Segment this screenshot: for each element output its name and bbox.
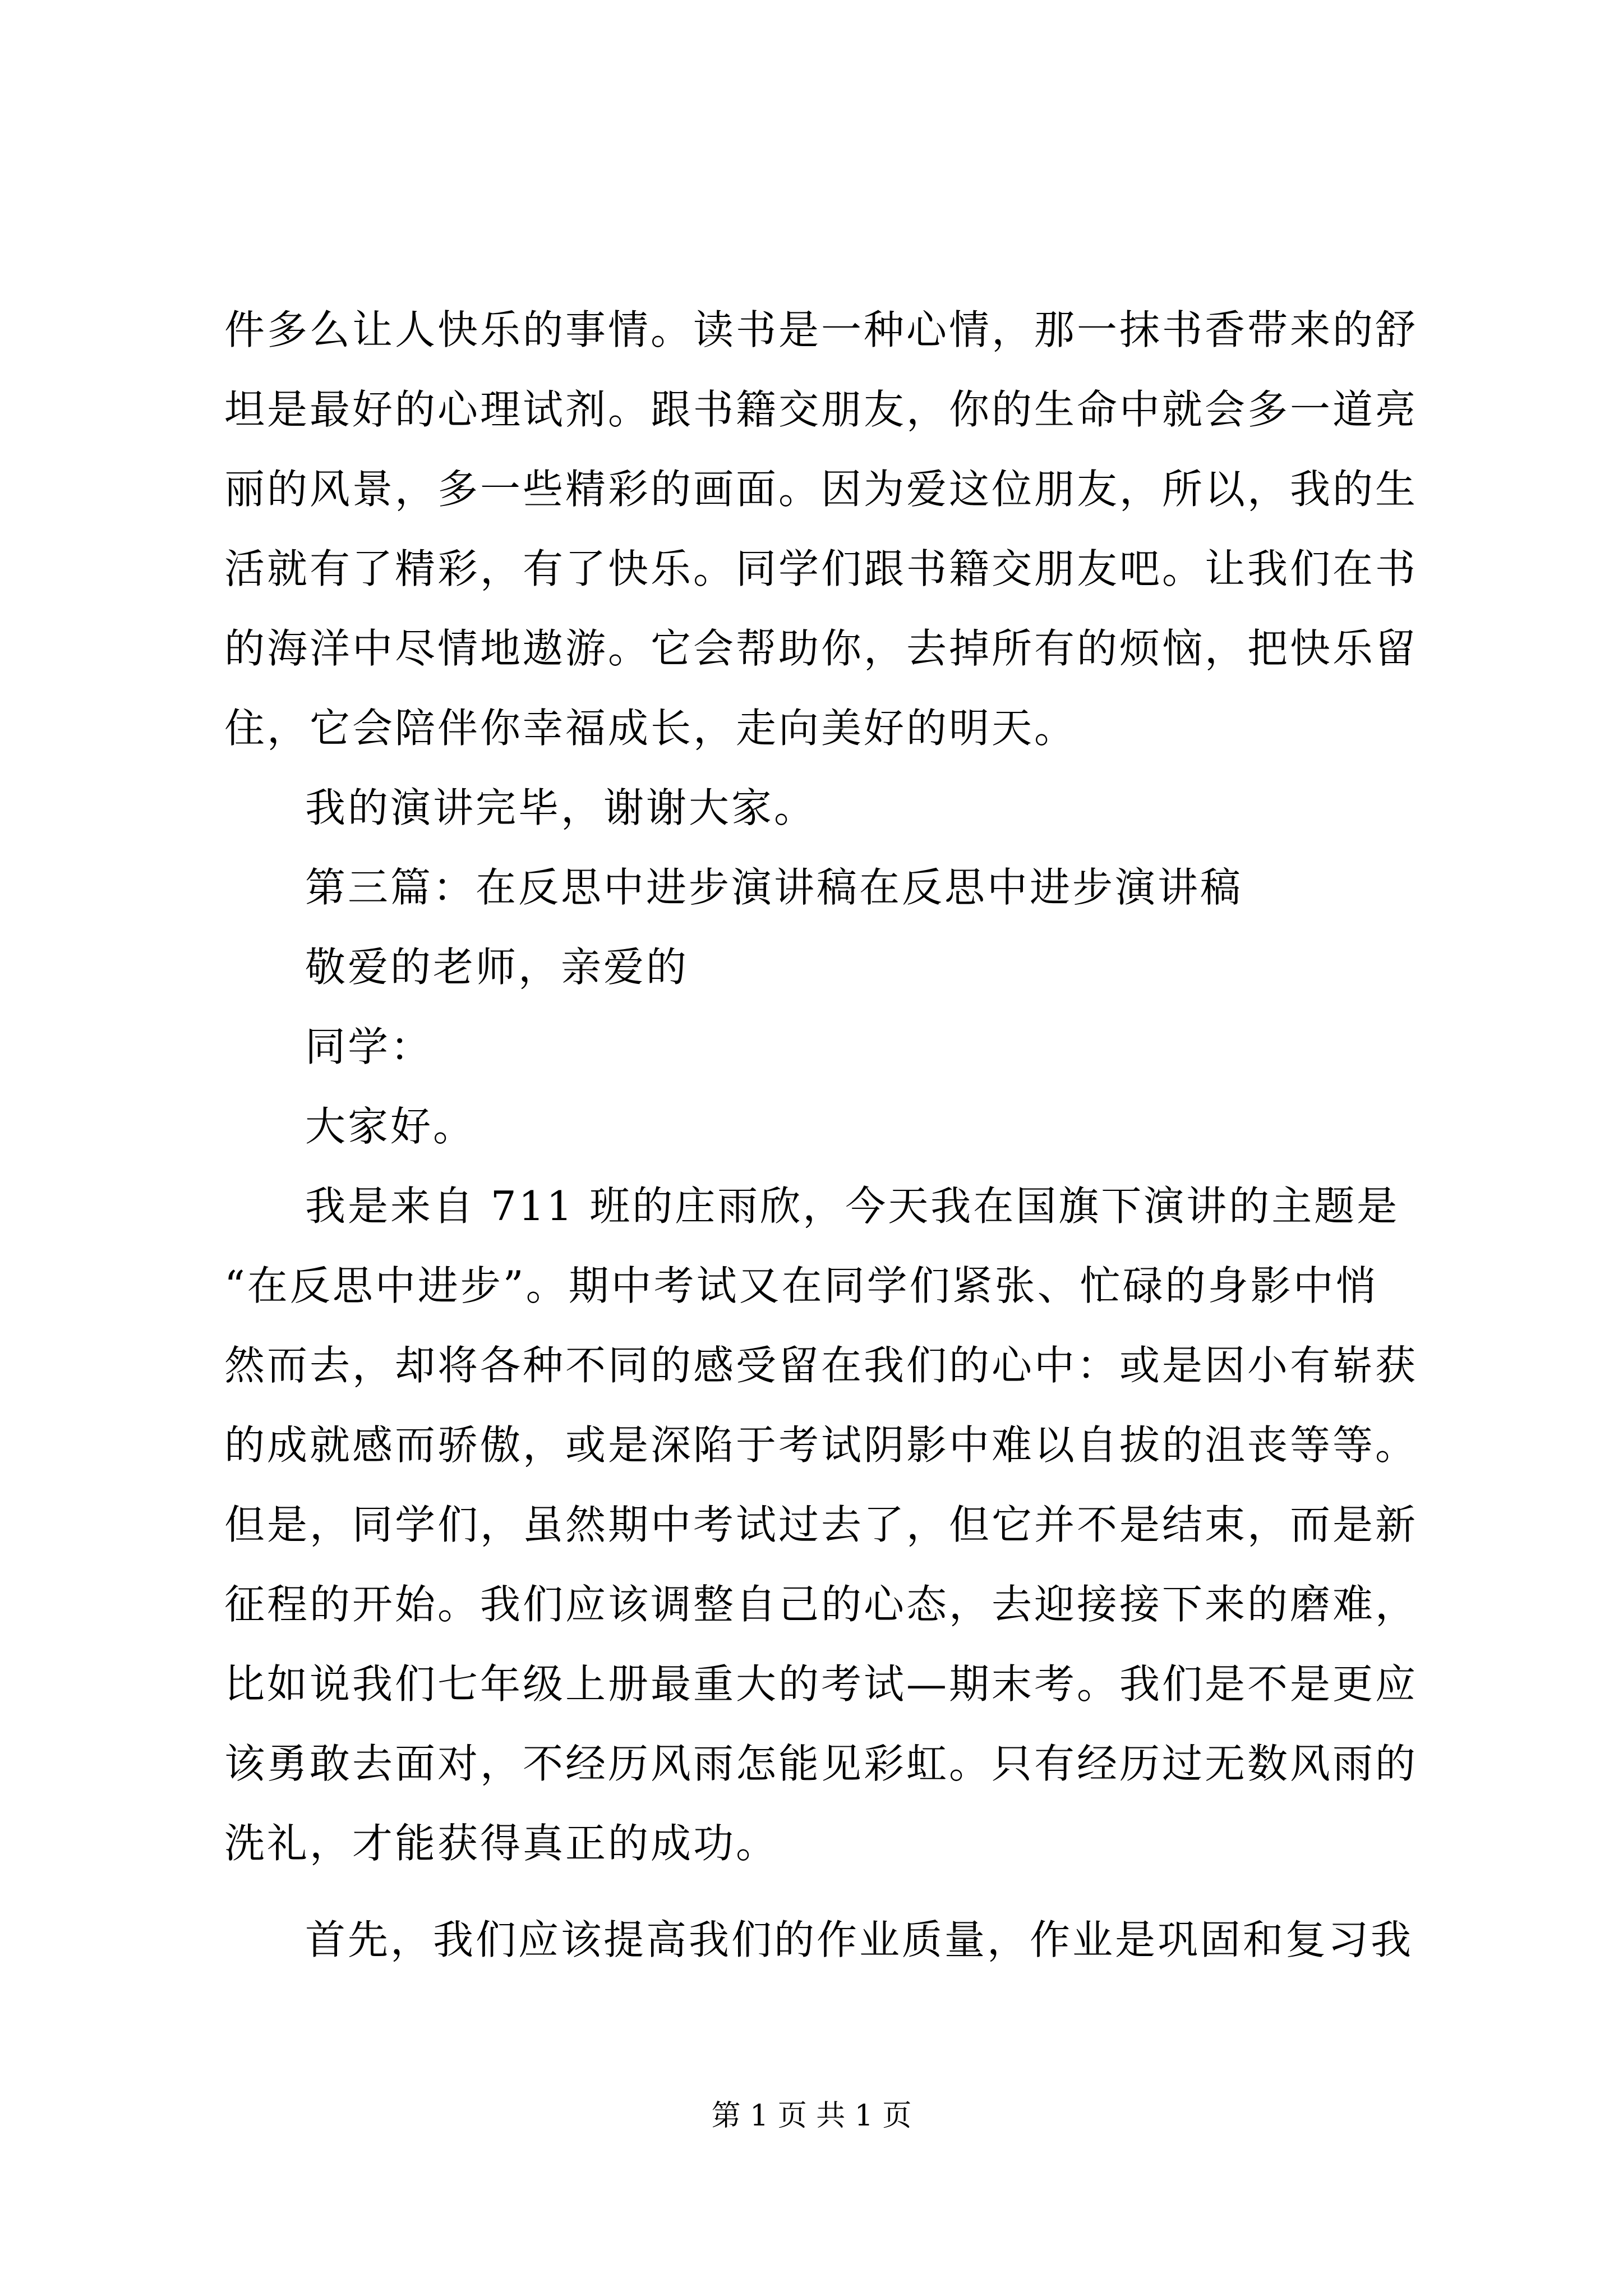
text-line: 首先，我们应该提高我们的作业质量，作业是巩固和复习我 [305,1916,1414,1963]
text-line: 但是，同学们，虽然期中考试过去了，但它并不是结束，而是新 [224,1501,1418,1548]
text-line: “在反思中进步”。期中考试又在同学们紧张、忙碌的身影中悄 [224,1262,1378,1309]
text-line: 然而去，却将各种不同的感受留在我们的心中：或是因小有崭获 [224,1342,1418,1389]
text-line: 坦是最好的心理试剂。跟书籍交朋友，你的生命中就会多一道亮 [224,386,1418,433]
text-line: 征程的开始。我们应该调整自己的心态，去迎接接下来的磨难， [224,1581,1418,1628]
text-line: 件多么让人快乐的事情。读书是一种心情，那一抹书香带来的舒 [224,306,1418,353]
page-footer: 第 1 页 共 1 页 [711,2099,912,2133]
text-line: 该勇敢去面对，不经历风雨怎能见彩虹。只有经历过无数风雨的 [224,1740,1418,1787]
text-line: 的成就感而骄傲，或是深陷于考试阴影中难以自拔的沮丧等等。 [224,1421,1418,1469]
text-line: 的海洋中尽情地遨游。它会帮助你，去掉所有的烦恼，把快乐留 [224,625,1418,672]
section-heading: 第三篇：在反思中进步演讲稿在反思中进步演讲稿 [305,864,1243,911]
text-line: 同学： [305,1023,434,1070]
text-line: 洗礼，才能获得真正的成功。 [224,1820,779,1867]
text-line: 大家好。 [305,1103,476,1150]
text-line: 丽的风景，多一些精彩的画面。因为爱这位朋友，所以，我的生 [224,466,1418,513]
text-line: 活就有了精彩，有了快乐。同学们跟书籍交朋友吧。让我们在书 [224,545,1418,592]
text-line: 敬爱的老师，亲爱的 [305,944,689,991]
text-line: 住，它会陪伴你幸福成长，走向美好的明天。 [224,705,1077,752]
text-line: 我是来自 711 班的庄雨欣，今天我在国旗下演讲的主题是 [305,1182,1400,1230]
text-line: 我的演讲完毕，谢谢大家。 [305,784,817,831]
text-line: 比如说我们七年级上册最重大的考试—期末考。我们是不是更应 [224,1660,1418,1708]
